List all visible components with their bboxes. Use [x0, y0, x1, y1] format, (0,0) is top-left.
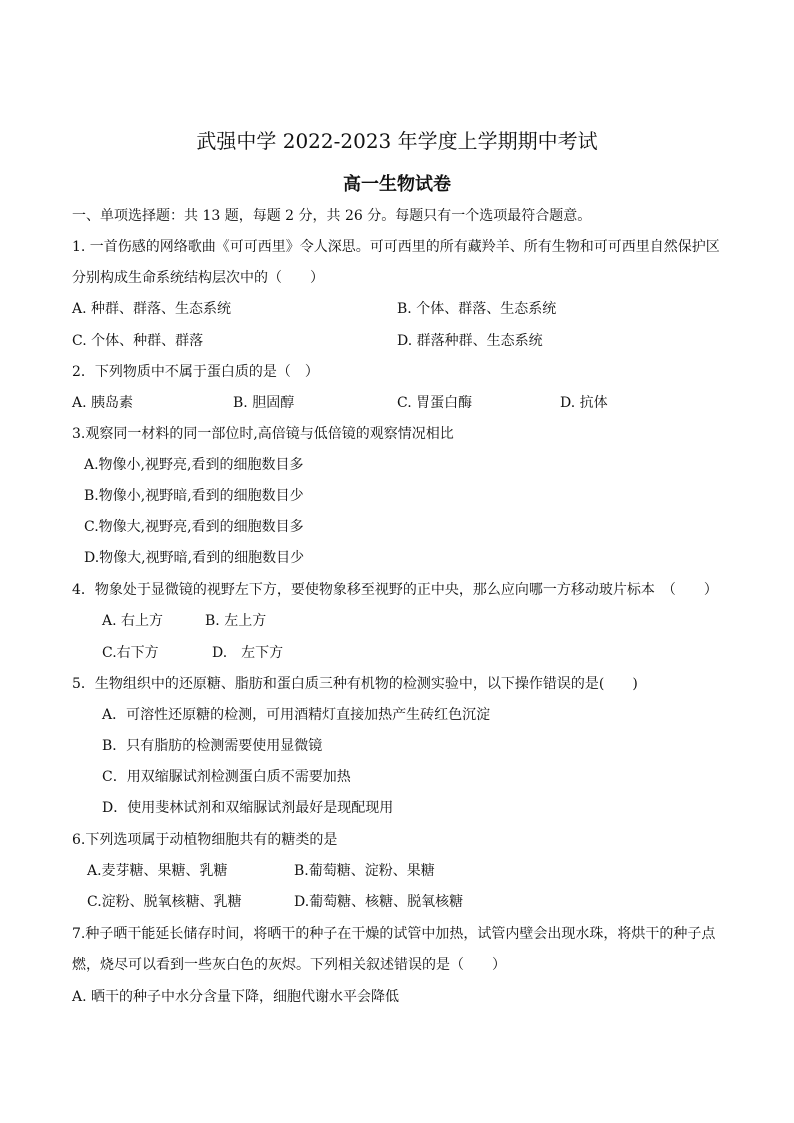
q3-stem: 3.观察同一材料的同一部位时,高倍镜与低倍镜的观察情况相比	[72, 426, 454, 442]
q3-option-d: D.物像大,视野暗,看到的细胞数目少	[84, 550, 305, 566]
q5-option-b: B．只有脂肪的检测需要使用显微镜	[102, 738, 323, 754]
q6-option-a: A.麦芽糖、果糖、乳糖	[87, 863, 228, 879]
q6-option-d: D.葡萄糖、核糖、脱氧核糖	[294, 894, 464, 910]
q4-option-d: D. 左下方	[212, 645, 284, 661]
exam-title: 武强中学 2022-2023 年学度上学期期中考试	[196, 129, 598, 153]
q6-option-c: C.淀粉、脱氧核糖、乳糖	[87, 894, 242, 910]
q4-option-a: A. 右上方	[102, 613, 164, 629]
q1-option-d: D. 群落种群、生态系统	[397, 333, 543, 349]
q2-option-a: A. 胰岛素	[72, 395, 134, 411]
q3-option-c: C.物像大,视野亮,看到的细胞数目多	[84, 519, 304, 535]
q1-stem-line1: 1. 一首伤感的网络歌曲《可可西里》令人深思。可可西里的所有藏羚羊、所有生物和可可西里自然保护区	[72, 239, 720, 255]
exam-subtitle: 高一生物试卷	[343, 174, 451, 195]
q1-stem-line2: 分别构成生命系统结构层次中的（ ）	[72, 270, 324, 286]
q2-option-b: B. 胆固醇	[233, 395, 295, 411]
q7-option-a: A. 晒干的种子中水分含量下降，细胞代谢水平会降低	[72, 989, 400, 1005]
q6-option-b: B.葡萄糖、淀粉、果糖	[294, 863, 435, 879]
q3-option-a: A.物像小,视野亮,看到的细胞数目多	[84, 457, 304, 473]
q4-option-b: B. 左上方	[205, 613, 267, 629]
q3-option-b: B.物像小,视野暗,看到的细胞数目少	[84, 488, 304, 504]
q2-option-d: D. 抗体	[560, 395, 608, 411]
q7-stem-line1: 7.种子晒干能延长储存时间，将晒干的种子在干燥的试管中加热，试管内壁会出现水珠，将烘干的种子点	[72, 926, 716, 942]
q1-option-c: C. 个体、种群、群落	[72, 333, 204, 349]
q7-stem-line2: 燃，烧尽可以看到一些灰白色的灰烬。下列相关叙述错误的是（ ）	[72, 957, 506, 973]
q2-option-c: C. 胃蛋白酶	[397, 395, 473, 411]
q1-option-a: A. 种群、群落、生态系统	[72, 301, 232, 317]
q5-option-d: D．使用斐林试剂和双缩脲试剂最好是现配现用	[102, 800, 394, 816]
q2-stem: 2．下列物质中不属于蛋白质的是（ ）	[72, 364, 319, 380]
q5-option-a: A．可溶性还原糖的检测，可用酒精灯直接加热产生砖红色沉淀	[102, 707, 491, 723]
section-heading: 一、单项选择题：共 13 题，每题 2 分，共 26 分。每题只有一个选项最符合题意。	[72, 208, 592, 224]
q6-stem: 6.下列选项属于动植物细胞共有的糖类的是	[72, 832, 338, 848]
q1-option-b: B. 个体、群落、生态系统	[397, 301, 557, 317]
q4-stem: 4．物象处于显微镜的视野左下方，要使物象移至视野的正中央，那么应向哪一方移动玻片标本 （ ）	[72, 582, 718, 598]
q5-stem: 5．生物组织中的还原糖、脂肪和蛋白质三种有机物的检测实验中，以下操作错误的是( )	[72, 676, 638, 692]
q5-option-c: C．用双缩脲试剂检测蛋白质不需要加热	[102, 769, 351, 785]
q4-option-c: C.右下方	[102, 645, 159, 661]
